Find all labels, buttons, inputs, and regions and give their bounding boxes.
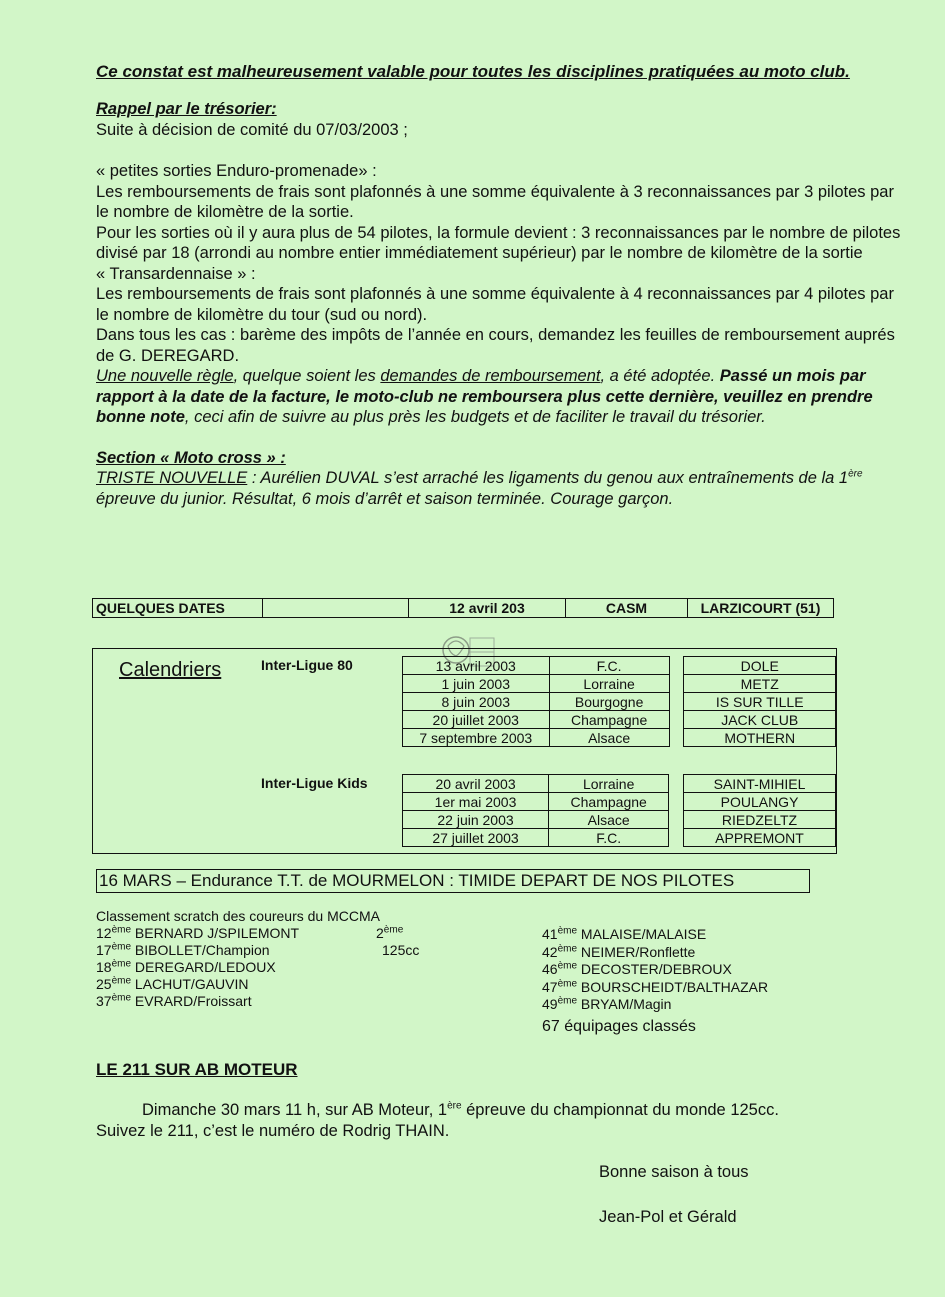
list-item: 37ème EVRARD/Froissart [96, 992, 252, 1009]
list-item: 47ème BOURSCHEIDT/BALTHAZAR [542, 977, 769, 995]
place-cell: RIEDZELTZ [684, 811, 836, 829]
place-cell: MOTHERN [684, 729, 836, 747]
date-cell: 22 juin 2003 [403, 811, 549, 829]
list-item: 25ème LACHUT/GAUVIN [96, 975, 249, 992]
date-cell: 7 septembre 2003 [403, 729, 550, 747]
table-row [403, 811, 836, 829]
place-cell: POULANGY [684, 793, 836, 811]
transardennaise-p2: Dans tous les cas : barème des impôts de l’année en cours, demandez les feuilles de remboursement auprés de G. DEREGARD. [96, 326, 895, 365]
place-cell: DOLE [684, 657, 836, 675]
place-cell: APPREMONT [684, 829, 836, 847]
dates-bar-empty [263, 599, 409, 617]
inter-ligue-kids-label: Inter-Ligue Kids [261, 775, 368, 791]
list-item: 46ème DECOSTER/DEBROUX [542, 960, 732, 977]
inter-ligue-80-label: Inter-Ligue 80 [261, 657, 353, 673]
table-row [403, 657, 836, 675]
region-cell: Lorraine [549, 675, 669, 693]
region-cell: Bourgogne [549, 693, 669, 711]
petites-sorties-p2: Pour les sorties où il y aura plus de 54 pilotes, la formule devient : 3 reconnaissances par le nombre de pilotes divisé par 18 (arrondi au nombre entier immédiatement supérieur) par le nombre de kilomètre de la sortie [96, 223, 901, 262]
calendriers-box [92, 648, 837, 854]
place-cell: METZ [684, 675, 836, 693]
table-row [403, 775, 836, 793]
list-item: 12ème BERNARD J/SPILEMONT 2ème 125cc [96, 924, 420, 958]
place-cell: JACK CLUB [684, 711, 836, 729]
region-cell: F.C. [549, 657, 669, 675]
inter-ligue-80-table [402, 656, 836, 747]
date-cell: 1er mai 2003 [403, 793, 549, 811]
region-cell: Alsace [549, 729, 669, 747]
list-item: 42ème NEIMER/Ronflette [542, 942, 696, 960]
calendriers-title: Calendriers [119, 659, 222, 681]
classement-right [542, 926, 768, 1035]
dates-bar-place: LARZICOURT (51) [700, 600, 821, 616]
dates-bar-label: QUELQUES DATES [93, 599, 263, 617]
table-row [403, 693, 836, 711]
rappel-heading: Rappel par le trésorier: [96, 100, 277, 118]
classement-left [96, 908, 420, 1010]
table-row [403, 829, 836, 847]
regle-end: , ceci afin de suivre au plus près les budgets et de faciliter le travail du trésorier. [184, 408, 766, 426]
ab-moteur-paragraph: Dimanche 30 mars 11 h, sur AB Moteur, 1ère épreuve du championnat du monde 125cc. Suivez le 211, c’est le numéro de Rodrig THAIN. [96, 1100, 779, 1140]
place-cell: SAINT-MIHIEL [684, 775, 836, 793]
regle-link-c: demandes de remboursement [380, 367, 601, 385]
table-row [403, 729, 836, 747]
motocross-sup: ère [848, 468, 863, 480]
motocross-heading: Section « Moto cross » : [96, 448, 286, 467]
petites-sorties-p1: Les remboursements de frais sont plafonnés à une somme équivalente à 3 reconnaissances par 3 pilotes par le nombre de kilomètre de la sortie. [96, 182, 894, 221]
endurance-banner: 16 MARS – Endurance T.T. de MOURMELON : TIMIDE DEPART DE NOS PILOTES [96, 869, 810, 893]
date-cell: 13 avril 2003 [403, 657, 550, 675]
dates-bar-club: CASM [566, 599, 688, 617]
rappel-line: Suite à décision de comité du 07/03/2003 ; [96, 120, 408, 139]
closing-greeting: Bonne saison à tous [599, 1163, 749, 1181]
list-item: 49ème BRYAM/Magin [542, 995, 672, 1012]
dates-bar-date: 12 avril 203 [409, 599, 566, 617]
quelques-dates-bar [92, 598, 834, 618]
regle-link-a: Une nouvelle règle [96, 367, 234, 385]
regle-text-b: , quelque soient les [233, 367, 381, 385]
date-cell: 1 juin 2003 [403, 675, 550, 693]
list-item: 17ème BIBOLLET/Champion [96, 941, 270, 958]
closing-signature: Jean-Pol et Gérald [599, 1208, 737, 1226]
classement-title: Classement scratch des coureurs du MCCMA [96, 908, 380, 924]
region-cell: Alsace [549, 811, 669, 829]
transardennaise-p1: Les remboursements de frais sont plafonnés à une somme équivalente à 4 reconnaissances par 4 pilotes par le nombre de kilomètre du tour (sud ou nord). [96, 285, 894, 324]
class-note: 2ème 125cc [376, 924, 420, 958]
regle-bold: Passé un mois par rapport à la date de la facture, le moto-club ne remboursera plus cette dernière, veuillez en prendre bonne note [96, 367, 873, 426]
list-item: 41ème MALAISE/MALAISE [542, 925, 707, 942]
date-cell: 20 avril 2003 [403, 775, 549, 793]
table-row [403, 711, 836, 729]
table-row [403, 793, 836, 811]
region-cell: Champagne [549, 793, 669, 811]
place-cell: IS SUR TILLE [684, 693, 836, 711]
transardennaise-title: « Transardennaise » : [96, 264, 256, 283]
constat-heading: Ce constat est malheureusement valable pour toutes les disciplines pratiquées au moto club. [96, 62, 850, 81]
date-cell: 20 juillet 2003 [403, 711, 550, 729]
regle-text-d: , a été adoptée. [600, 367, 720, 385]
petites-sorties-title: « petites sorties Enduro-promenade» : [96, 162, 377, 180]
inter-ligue-kids-table [402, 774, 836, 847]
region-cell: F.C. [549, 829, 669, 847]
motocross-text-b: épreuve du junior. Résultat, 6 mois d’arrêt et saison terminée. Courage garçon. [96, 489, 674, 508]
nouvelle-regle-paragraph [96, 366, 906, 428]
triste-nouvelle: TRISTE NOUVELLE [96, 469, 248, 487]
date-cell: 8 juin 2003 [403, 693, 550, 711]
ab-moteur-heading: LE 211 SUR AB MOTEUR [96, 1060, 298, 1079]
list-item: 18ème DEREGARD/LEDOUX [96, 958, 276, 975]
motocross-news [96, 468, 906, 509]
table-row [403, 675, 836, 693]
region-cell: Champagne [549, 711, 669, 729]
equipages-count: 67 équipages classés [542, 1017, 696, 1035]
motocross-text-a: : Aurélien DUVAL s’est arraché les ligaments du genou aux entraînements de la 1 [247, 469, 849, 487]
document-body [96, 62, 906, 509]
region-cell: Lorraine [549, 775, 669, 793]
date-cell: 27 juillet 2003 [403, 829, 549, 847]
